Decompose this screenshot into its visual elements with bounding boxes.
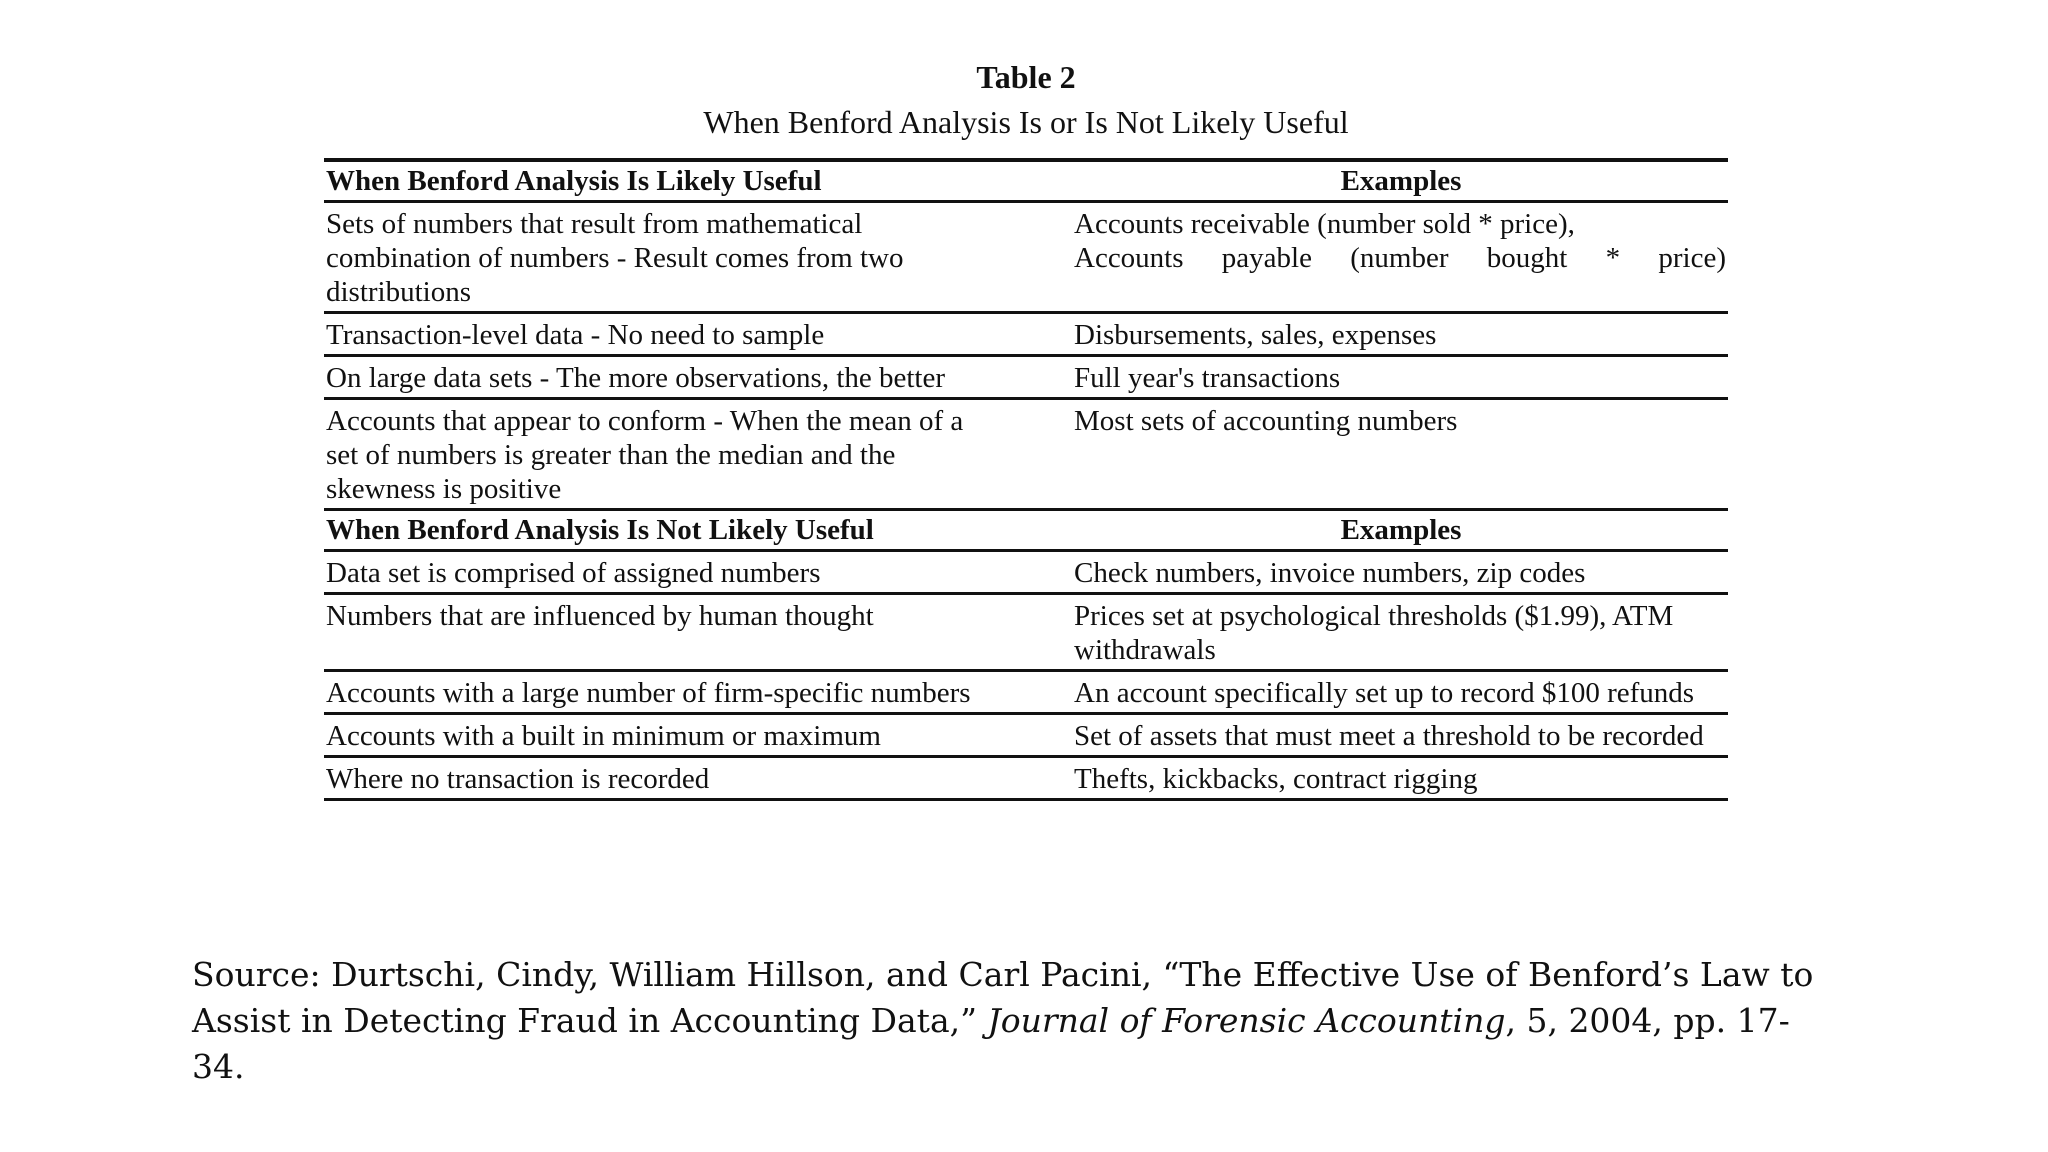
example-cell (1074, 202, 1728, 313)
example-cell: An account specifically set up to record $100 refunds (1074, 671, 1728, 714)
situation-text: Sets of numbers that result from mathematical combination of numbers - Result comes from two distributions (326, 208, 904, 308)
table-title: When Benford Analysis Is or Is Not Likely Useful (703, 104, 1349, 140)
section-header-not-useful: When Benford Analysis Is Not Likely Useful (324, 510, 1074, 551)
section-header-useful: When Benford Analysis Is Likely Useful (324, 160, 1074, 202)
example-cell: Check numbers, invoice numbers, zip codes (1074, 551, 1728, 594)
table-row (324, 551, 1728, 594)
table-row (324, 757, 1728, 800)
source-text: Source: Durtschi, Cindy, William Hillson, and Carl Pacini, “The Effective Use of Benford’s Law to Assist in Detecting Fraud in Accounting Data,” (192, 955, 1814, 1040)
situation-cell: Transaction-level data - No need to sample (324, 313, 1074, 356)
section-header-row (324, 510, 1728, 551)
table-row (324, 671, 1728, 714)
journal-name: Journal of Forensic Accounting (987, 1001, 1506, 1040)
situation-cell: Numbers that are influenced by human thought (324, 594, 1074, 671)
examples-header: Examples (1074, 160, 1728, 202)
situation-cell: Where no transaction is recorded (324, 757, 1074, 800)
source-details: , 5, 2004, pp. 17-34. (192, 1001, 1790, 1086)
table-caption (324, 58, 1728, 148)
situation-cell: Data set is comprised of assigned numbers (324, 551, 1074, 594)
situation-cell: Accounts with a large number of firm-specific numbers (324, 671, 1074, 714)
example-cell: Thefts, kickbacks, contract rigging (1074, 757, 1728, 800)
section-header-row (324, 160, 1728, 202)
example-cell: Most sets of accounting numbers (1074, 399, 1728, 510)
table-row (324, 399, 1728, 510)
situation-cell: On large data sets - The more observations, the better (324, 356, 1074, 399)
table-figure (324, 58, 1728, 801)
example-cell: Full year's transactions (1074, 356, 1728, 399)
table-row (324, 594, 1728, 671)
table-row (324, 356, 1728, 399)
table-number: Table 2 (976, 59, 1076, 95)
table-row (324, 714, 1728, 757)
source-citation (192, 952, 1832, 1090)
example-cell: Prices set at psychological thresholds ($1.99), ATM withdrawals (1074, 594, 1728, 671)
situation-cell: Accounts that appear to conform - When the mean of a set of numbers is greater than the median and the skewness is positive (324, 399, 1074, 510)
situation-cell: Accounts with a built in minimum or maximum (324, 714, 1074, 757)
examples-header: Examples (1074, 510, 1728, 551)
table-row (324, 313, 1728, 356)
example-text-line1: Accounts receivable (number sold * price), (1074, 208, 1575, 240)
situation-cell (324, 202, 1074, 313)
example-text-line2: Accounts payable (number bought * price) (1074, 242, 1726, 274)
example-cell: Set of assets that must meet a threshold to be recorded (1074, 714, 1728, 757)
benford-table (324, 158, 1728, 801)
example-cell: Disbursements, sales, expenses (1074, 313, 1728, 356)
table-row (324, 202, 1728, 313)
